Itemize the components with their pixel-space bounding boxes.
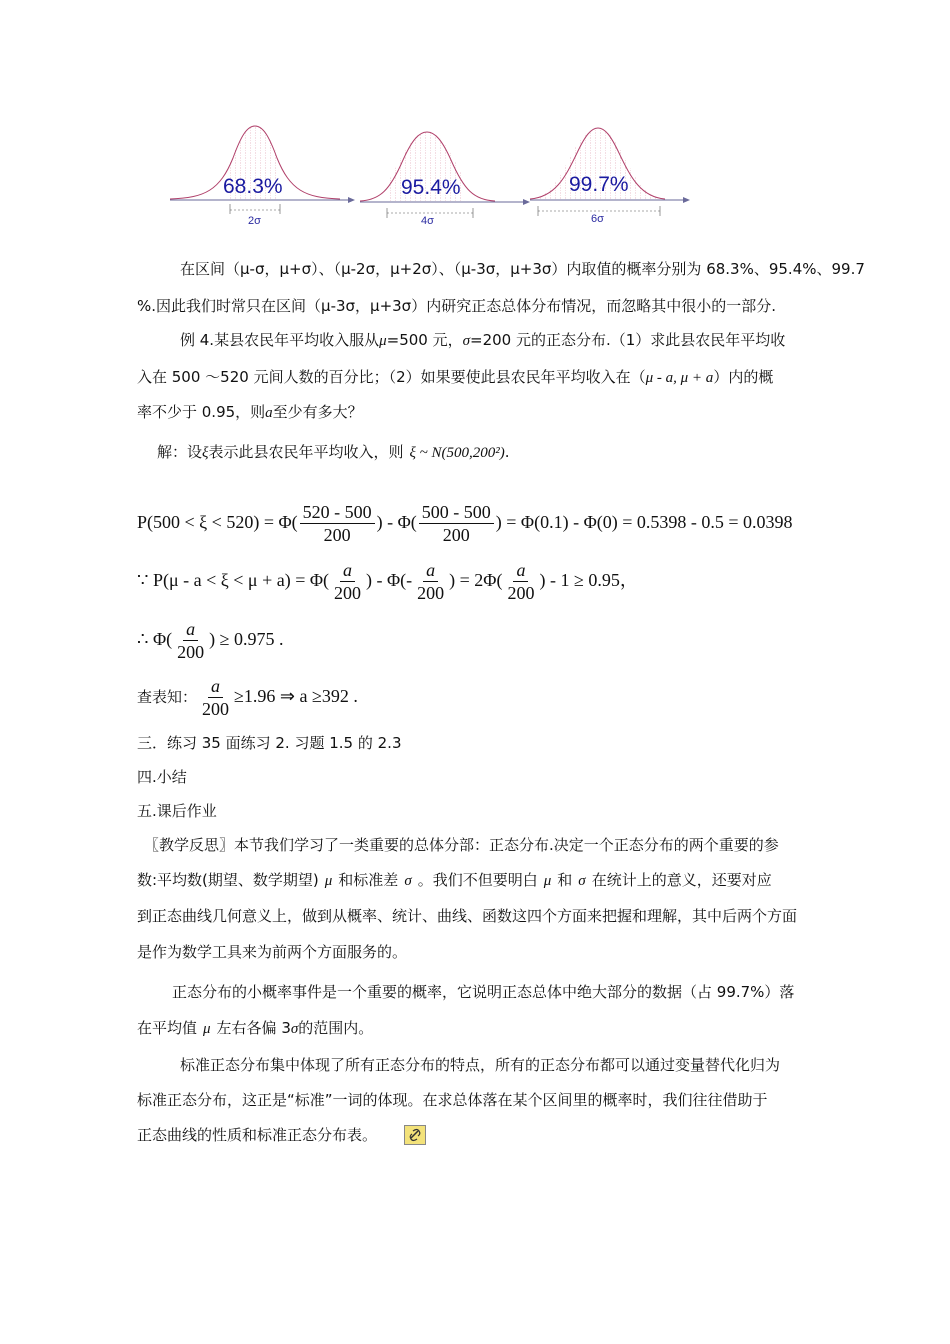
reflection-line3: 到正态曲线几何意义上，做到从概率、统计、曲线、函数这四个方面来把握和理解，其中后两个方面 bbox=[137, 907, 798, 925]
example-4-line1: 例 4.某县农民年平均收入服从μ=500 元，σ=200 元的正态分布.（1）求此县农民年平均收 bbox=[180, 331, 786, 349]
curve-2-width-label: 4σ bbox=[421, 215, 434, 227]
standard-normal-line2: 标准正态分布，这正是“标准”一词的体现。在求总体落在某个区间里的概率时，我们往往借助于 bbox=[137, 1091, 768, 1109]
reflection-line1: 〖教学反思〗本节我们学习了一类重要的总体分部：正态分布.决定一个正态分布的两个重要的参 bbox=[144, 836, 779, 854]
paragraph-probabilities-line2: %.因此我们时常只在区间（μ-3σ，μ+3σ）内研究正态总体分布情况，而忽略其中很小的一部分. bbox=[137, 297, 776, 315]
curve-1-percent: 68.3% bbox=[223, 175, 283, 198]
section-3-practice: 三．练习 35 面练习 2. 习题 1.5 的 2.3 bbox=[137, 734, 402, 752]
small-probability-line2: 在平均值 μ 左右各偏 3σ的范围内。 bbox=[137, 1019, 374, 1037]
equation-4: 查表知： $\frac{a}{200}$ ≥1.96 ⇒ a ≥392 . bbox=[137, 676, 358, 719]
small-probability-line1: 正态分布的小概率事件是一个重要的概率，它说明正态总体中绝大部分的数据（占 99.7%）落 bbox=[172, 983, 795, 1001]
curve-2-percent: 95.4% bbox=[401, 176, 461, 199]
equation-1: P(500 < ξ < 520) = Φ( $\frac{520 - 500}{200}$ ) - Φ( $\frac{500 - 500}{200}$ ) = Φ(0.1) - Φ(0) = 0.5398 - 0.5 = 0.0398 bbox=[137, 502, 793, 546]
equation-2: ∵ P(μ - a < ξ < μ + a) = Φ( $\frac{a}{200}$ ) - Φ(- $\frac{a}{200}$ ) = 2Φ( $\frac{a}{200}$ ) - 1 ≥ 0.95， bbox=[137, 560, 638, 604]
normal-curves-figure bbox=[165, 118, 695, 228]
curve-3-width-label: 6σ bbox=[591, 213, 604, 225]
curve-3-percent: 99.7% bbox=[569, 173, 629, 196]
reflection-line4: 是作为数学工具来为前两个方面服务的。 bbox=[137, 943, 408, 961]
normal-curve-2 bbox=[360, 132, 530, 227]
embedded-object-icon[interactable] bbox=[404, 1125, 426, 1145]
standard-normal-line1: 标准正态分布集中体现了所有正态分布的特点，所有的正态分布都可以通过变量替代化归为 bbox=[180, 1056, 781, 1074]
section-5-homework: 五.课后作业 bbox=[137, 802, 217, 820]
normal-curve-3 bbox=[530, 128, 690, 225]
section-4-summary: 四.小结 bbox=[137, 768, 187, 786]
link-icon bbox=[405, 1126, 425, 1144]
example-4-line3: 率不少于 0.95，则a至少有多大？ bbox=[137, 403, 363, 421]
solution-intro: 解：设ξ表示此县农民年平均收入，则 ξ ~ N(500,200²). bbox=[157, 443, 510, 461]
normal-curve-1 bbox=[170, 126, 355, 227]
standard-normal-line3: 正态曲线的性质和标准正态分布表。 bbox=[137, 1126, 378, 1144]
paragraph-probabilities-line1: 在区间（μ-σ，μ+σ）、（μ-2σ，μ+2σ）、（μ-3σ，μ+3σ）内取值的概率分别为 68.3%、95.4%、99.7 bbox=[180, 260, 865, 278]
curve-1-width-label: 2σ bbox=[248, 215, 261, 227]
example-4-line2: 入在 500 ～520 元间人数的百分比；（2）如果要使此县农民年平均收入在（μ - a, μ + a）内的概 bbox=[137, 368, 774, 386]
reflection-line2: 数:平均数(期望、数学期望) μ 和标准差 σ 。我们不但要明白 μ 和 σ 在统计上的意义，还要对应 bbox=[137, 871, 772, 889]
equation-3: ∴ Φ( $\frac{a}{200}$ ) ≥ 0.975 . bbox=[137, 619, 284, 663]
